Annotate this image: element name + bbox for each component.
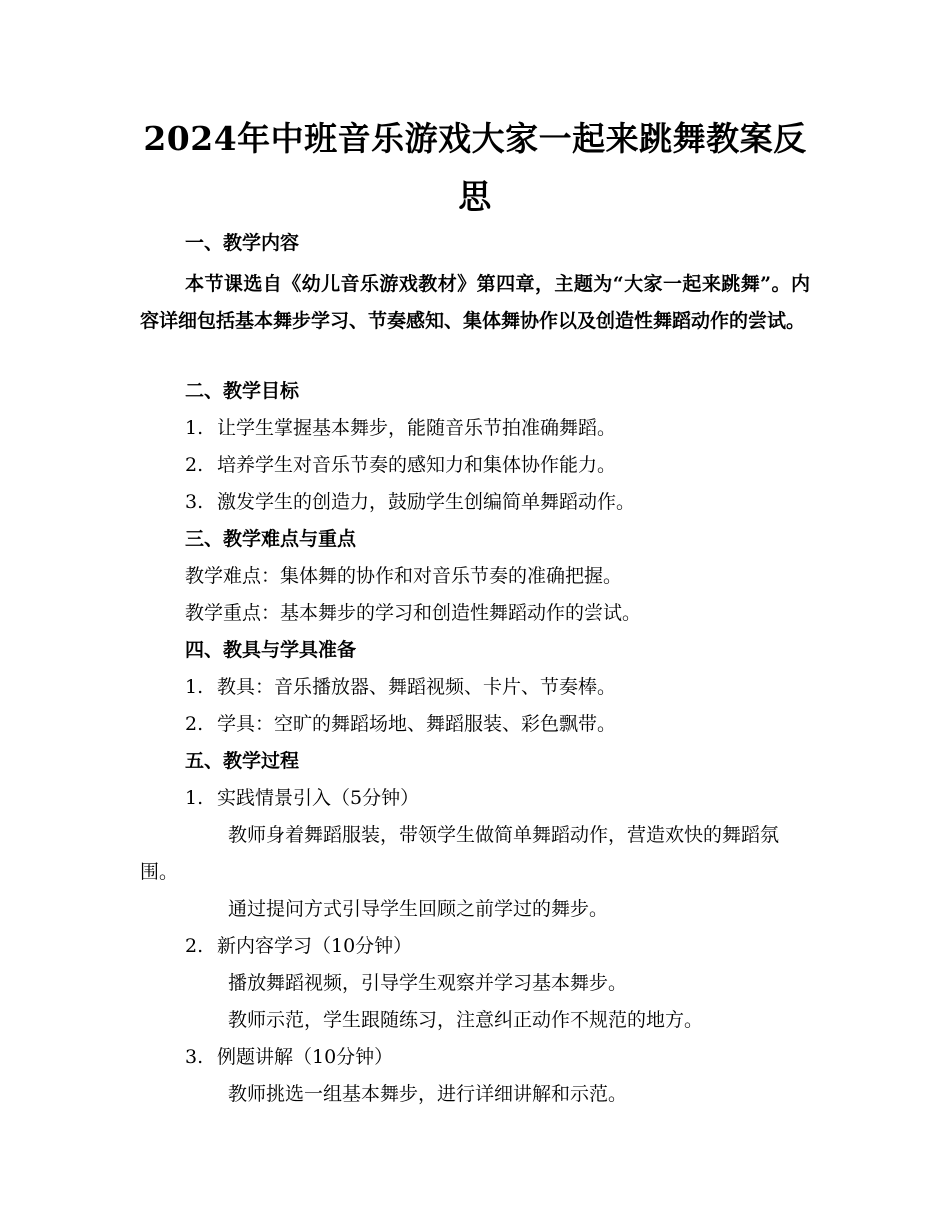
list-number: 1. <box>185 676 204 698</box>
process-step <box>185 786 419 810</box>
section-heading-content: 一、教学内容 <box>185 232 300 254</box>
section-heading-materials: 四、教具与学具准备 <box>185 639 357 661</box>
list-text: 例题讲解（10分钟） <box>217 1046 394 1068</box>
list-text: 实践情景引入（5分钟） <box>217 787 420 809</box>
list-number: 2. <box>185 713 204 735</box>
section-heading-objectives: 二、教学目标 <box>185 380 300 402</box>
list-number: 2. <box>185 935 204 957</box>
process-paragraph: 通过提问方式引导学生回顾之前学过的舞步。 <box>228 898 609 920</box>
process-paragraph: 教师身着舞蹈服装，带领学生做简单舞蹈动作，营造欢快的舞蹈氛围。 <box>140 824 780 883</box>
list-number: 1. <box>185 417 204 439</box>
key-point-text: 教学重点：基本舞步的学习和创造性舞蹈动作的尝试。 <box>185 602 642 624</box>
section-heading-process: 五、教学过程 <box>185 750 300 772</box>
list-number: 3. <box>185 1046 204 1068</box>
list-text: 新内容学习（10分钟） <box>217 935 413 957</box>
process-paragraph: 播放舞蹈视频，引导学生观察并学习基本舞步。 <box>228 972 628 994</box>
list-text: 让学生掌握基本舞步，能随音乐节拍准确舞蹈。 <box>217 417 617 439</box>
list-text: 教具：音乐播放器、舞蹈视频、卡片、节奏棒。 <box>217 676 617 698</box>
list-text: 激发学生的创造力，鼓励学生创编简单舞蹈动作。 <box>217 491 636 513</box>
list-item <box>185 453 616 477</box>
process-step <box>185 1045 393 1069</box>
list-number: 3. <box>185 491 204 513</box>
difficulty-text: 教学难点：集体舞的协作和对音乐节奏的准确把握。 <box>185 565 623 587</box>
list-item <box>185 712 616 736</box>
list-text: 学具：空旷的舞蹈场地、舞蹈服装、彩色飘带。 <box>217 713 617 735</box>
list-number: 2. <box>185 454 204 476</box>
section-heading-difficulty: 三、教学难点与重点 <box>185 528 357 550</box>
list-item <box>185 675 616 699</box>
process-paragraph: 教师示范，学生跟随练习，注意纠正动作不规范的地方。 <box>228 1009 704 1031</box>
list-text: 培养学生对音乐节奏的感知力和集体协作能力。 <box>217 454 617 476</box>
list-item <box>185 416 616 440</box>
document-title: 2024年中班音乐游戏大家一起来跳舞教案反思 <box>143 119 807 216</box>
process-step <box>185 934 412 958</box>
list-number: 1. <box>185 787 204 809</box>
list-item <box>185 490 635 514</box>
process-paragraph: 教师挑选一组基本舞步，进行详细讲解和示范。 <box>228 1083 628 1105</box>
content-paragraph: 本节课选自《幼儿音乐游戏教材》第四章，主题为“大家一起来跳舞”。内容详细包括基本舞步学习、节奏感知、集体舞协作以及创造性舞蹈动作的尝试。 <box>140 273 810 332</box>
